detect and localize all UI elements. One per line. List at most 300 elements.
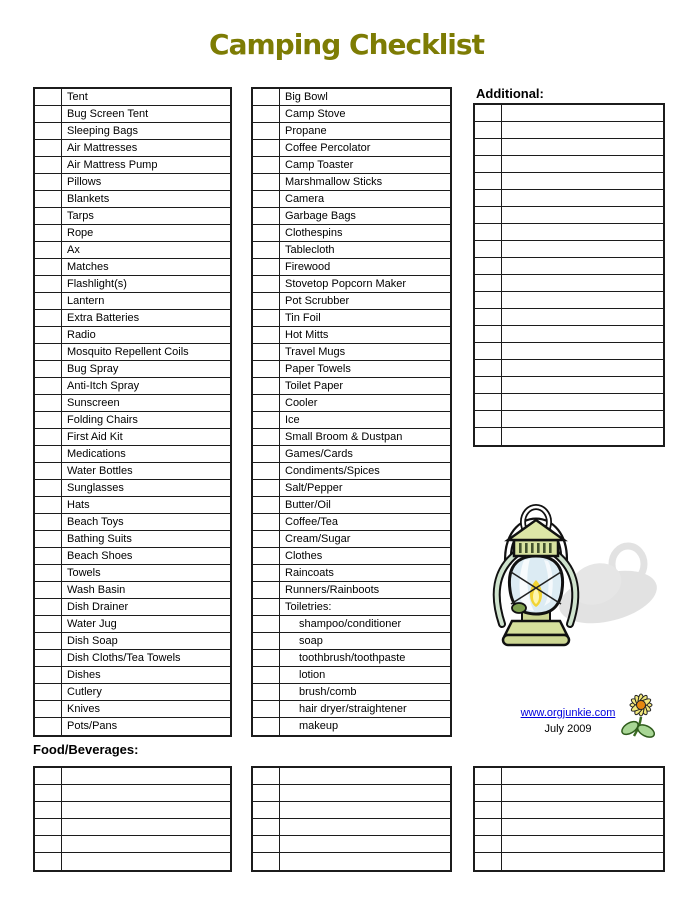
checkbox-cell[interactable] xyxy=(475,122,502,138)
item-label: Air Mattresses xyxy=(67,142,138,154)
checklist-row xyxy=(35,480,230,497)
checklist-row xyxy=(35,718,230,735)
item-label xyxy=(62,819,230,835)
checkbox-cell[interactable] xyxy=(253,378,280,394)
checkbox-cell[interactable] xyxy=(475,819,502,835)
checklist-row xyxy=(35,276,230,293)
checkbox-cell[interactable] xyxy=(253,293,280,309)
food-beverages-heading: Food/Beverages: xyxy=(33,742,139,757)
checklist-row xyxy=(253,633,450,650)
checkbox-cell[interactable] xyxy=(35,548,62,564)
checkbox-cell[interactable] xyxy=(475,139,502,155)
checkbox-cell[interactable] xyxy=(475,768,502,784)
item-label: Raincoats xyxy=(285,567,334,579)
food-table-1 xyxy=(33,766,232,872)
checkbox-cell[interactable] xyxy=(475,326,502,342)
checklist-row xyxy=(475,343,663,360)
checkbox-cell[interactable] xyxy=(475,258,502,274)
checkbox-cell[interactable] xyxy=(35,633,62,649)
checklist-row xyxy=(35,531,230,548)
item-label: Tablecloth xyxy=(285,244,335,256)
item-label: Tent xyxy=(67,91,88,103)
checkbox-cell[interactable] xyxy=(35,819,62,835)
item-label xyxy=(502,224,663,240)
lantern-image xyxy=(478,492,673,657)
item-label: Air Mattress Pump xyxy=(67,159,158,171)
item-label: hair dryer/straightener xyxy=(299,703,407,715)
checklist-row xyxy=(253,582,450,599)
item-label: Garbage Bags xyxy=(285,210,356,222)
checkbox-cell[interactable] xyxy=(253,429,280,445)
item-label: soap xyxy=(299,635,323,647)
checkbox-cell[interactable] xyxy=(35,242,62,258)
checkbox-cell[interactable] xyxy=(35,293,62,309)
item-label: Camera xyxy=(285,193,325,205)
item-label xyxy=(502,139,663,155)
item-label: Matches xyxy=(67,261,109,273)
checklist-row xyxy=(35,123,230,140)
item-label xyxy=(62,853,230,870)
checkbox-cell[interactable] xyxy=(475,105,502,121)
item-label xyxy=(502,802,663,818)
checklist-row xyxy=(253,378,450,395)
checklist-row xyxy=(35,378,230,395)
item-label: Small Broom & Dustpan xyxy=(285,431,403,443)
item-label: Cutlery xyxy=(67,686,102,698)
item-label: Medications xyxy=(67,448,126,460)
checkbox-cell[interactable] xyxy=(253,242,280,258)
item-label: Runners/Rainboots xyxy=(285,584,380,596)
checkbox-cell[interactable] xyxy=(35,582,62,598)
item-label xyxy=(502,836,663,852)
checklist-row xyxy=(35,208,230,225)
item-label xyxy=(502,343,663,359)
checklist-row xyxy=(475,785,663,802)
checkbox-cell[interactable] xyxy=(475,377,502,393)
checkbox-cell[interactable] xyxy=(475,190,502,206)
checkbox-cell[interactable] xyxy=(253,157,280,173)
checkbox-cell[interactable] xyxy=(35,768,62,784)
checkbox-cell[interactable] xyxy=(253,412,280,428)
checklist-row xyxy=(253,310,450,327)
checklist-row xyxy=(253,225,450,242)
item-label: Radio xyxy=(67,329,96,341)
checklist-row xyxy=(35,429,230,446)
item-label: Bug Spray xyxy=(67,363,119,375)
checkbox-cell[interactable] xyxy=(35,463,62,479)
checkbox-cell[interactable] xyxy=(253,191,280,207)
checklist-row xyxy=(35,157,230,174)
orgjunkie-link[interactable]: www.orgjunkie.com xyxy=(520,707,616,719)
checklist-row xyxy=(475,411,663,428)
checkbox-cell[interactable] xyxy=(253,819,280,835)
checkbox-cell[interactable] xyxy=(253,344,280,360)
item-label xyxy=(502,411,663,427)
checklist-row xyxy=(35,412,230,429)
checklist-row xyxy=(253,140,450,157)
item-label: Rope xyxy=(67,227,94,239)
item-label xyxy=(502,156,663,172)
checkbox-cell[interactable] xyxy=(35,480,62,496)
item-label xyxy=(502,394,663,410)
page-title: Camping Checklist xyxy=(209,28,484,61)
checklist-row xyxy=(253,802,450,819)
checklist-row xyxy=(253,259,450,276)
checklist-row xyxy=(35,819,230,836)
checklist-row xyxy=(253,853,450,870)
item-label: Firewood xyxy=(285,261,331,273)
item-label xyxy=(502,819,663,835)
item-label: Beach Shoes xyxy=(67,550,133,562)
item-label: Wash Basin xyxy=(67,584,126,596)
item-label xyxy=(502,105,663,121)
checklist-row xyxy=(253,191,450,208)
checklist-row xyxy=(475,819,663,836)
checklist-row xyxy=(475,802,663,819)
item-label: Salt/Pepper xyxy=(285,482,343,494)
checkbox-cell[interactable] xyxy=(475,802,502,818)
checklist-row xyxy=(35,361,230,378)
checklist-row xyxy=(35,191,230,208)
checkbox-cell[interactable] xyxy=(253,768,280,784)
checkbox-cell[interactable] xyxy=(475,343,502,359)
item-label xyxy=(502,275,663,291)
checklist-row xyxy=(475,105,663,122)
checkbox-cell[interactable] xyxy=(35,836,62,852)
checklist-row xyxy=(253,361,450,378)
checklist-row xyxy=(35,565,230,582)
item-label: Anti-Itch Spray xyxy=(67,380,140,392)
checkbox-cell[interactable] xyxy=(35,140,62,156)
item-label: Dish Cloths/Tea Towels xyxy=(67,652,181,664)
checklist-row xyxy=(35,785,230,802)
checklist-row xyxy=(253,208,450,225)
item-label xyxy=(502,377,663,393)
item-label xyxy=(502,309,663,325)
checkbox-cell[interactable] xyxy=(253,684,280,700)
checklist-row xyxy=(35,327,230,344)
checklist-row xyxy=(253,106,450,123)
item-label: Pots/Pans xyxy=(67,720,118,732)
checkbox-cell[interactable] xyxy=(35,310,62,326)
checkbox-cell[interactable] xyxy=(253,599,280,615)
checklist-row xyxy=(35,310,230,327)
checklist-row xyxy=(253,497,450,514)
checklist-row xyxy=(475,768,663,785)
item-label xyxy=(62,836,230,852)
item-label xyxy=(502,258,663,274)
checkbox-cell[interactable] xyxy=(253,395,280,411)
checklist-row xyxy=(35,497,230,514)
checkbox-cell[interactable] xyxy=(475,853,502,870)
checklist-row xyxy=(253,718,450,735)
item-label xyxy=(62,785,230,801)
checkbox-cell[interactable] xyxy=(253,259,280,275)
checkbox-cell[interactable] xyxy=(253,276,280,292)
checkbox-cell[interactable] xyxy=(475,275,502,291)
checklist-row xyxy=(35,106,230,123)
checkbox-cell[interactable] xyxy=(253,497,280,513)
checklist-row xyxy=(253,548,450,565)
item-label: Clothes xyxy=(285,550,323,562)
checklist-row xyxy=(253,819,450,836)
checkbox-cell[interactable] xyxy=(475,428,502,445)
checklist-row xyxy=(253,768,450,785)
item-label xyxy=(280,853,450,870)
item-label xyxy=(502,190,663,206)
checkbox-cell[interactable] xyxy=(475,156,502,172)
item-label xyxy=(502,768,663,784)
item-label: Pot Scrubber xyxy=(285,295,350,307)
checklist-row xyxy=(35,89,230,106)
checklist-row xyxy=(253,89,450,106)
item-label: Pillows xyxy=(67,176,102,188)
item-label xyxy=(502,241,663,257)
checklist-table-left xyxy=(33,87,232,737)
checkbox-cell[interactable] xyxy=(253,667,280,683)
checkbox-cell[interactable] xyxy=(35,599,62,615)
checklist-row xyxy=(35,616,230,633)
checklist-row xyxy=(253,565,450,582)
checklist-row xyxy=(475,275,663,292)
checkbox-cell[interactable] xyxy=(35,785,62,801)
checkbox-cell[interactable] xyxy=(253,718,280,735)
checkbox-cell[interactable] xyxy=(253,446,280,462)
item-label: toothbrush/toothpaste xyxy=(299,652,406,664)
checklist-row xyxy=(475,394,663,411)
item-label: Cooler xyxy=(285,397,318,409)
checklist-row xyxy=(475,360,663,377)
checkbox-cell[interactable] xyxy=(253,174,280,190)
item-label: Coffee Percolator xyxy=(285,142,371,154)
checkbox-cell[interactable] xyxy=(35,327,62,343)
checkbox-cell[interactable] xyxy=(475,360,502,376)
checklist-row xyxy=(253,650,450,667)
item-label: Stovetop Popcorn Maker xyxy=(285,278,407,290)
checkbox-cell[interactable] xyxy=(35,378,62,394)
checkbox-cell[interactable] xyxy=(253,208,280,224)
item-label: Hot Mitts xyxy=(285,329,329,341)
checkbox-cell[interactable] xyxy=(253,853,280,870)
checkbox-cell[interactable] xyxy=(35,208,62,224)
checklist-row xyxy=(253,514,450,531)
checklist-row xyxy=(253,412,450,429)
checkbox-cell[interactable] xyxy=(475,411,502,427)
checkbox-cell[interactable] xyxy=(253,650,280,666)
checklist-row xyxy=(253,836,450,853)
item-label: Clothespins xyxy=(285,227,343,239)
checkbox-cell[interactable] xyxy=(35,276,62,292)
checkbox-cell[interactable] xyxy=(253,310,280,326)
checklist-row xyxy=(253,327,450,344)
item-label: lotion xyxy=(299,669,326,681)
item-label: Marshmallow Sticks xyxy=(285,176,383,188)
checklist-row xyxy=(475,836,663,853)
food-table-3 xyxy=(473,766,665,872)
checkbox-cell[interactable] xyxy=(35,89,62,105)
checkbox-cell[interactable] xyxy=(35,497,62,513)
checklist-row xyxy=(35,599,230,616)
checklist-row xyxy=(253,157,450,174)
checkbox-cell[interactable] xyxy=(35,565,62,581)
checklist-row xyxy=(35,395,230,412)
flower-icon xyxy=(621,691,659,738)
checkbox-cell[interactable] xyxy=(35,853,62,870)
item-label xyxy=(502,853,663,870)
checkbox-cell[interactable] xyxy=(475,292,502,308)
checkbox-cell[interactable] xyxy=(253,701,280,717)
checklist-row xyxy=(475,190,663,207)
checklist-row xyxy=(35,650,230,667)
checklist-row xyxy=(253,344,450,361)
checkbox-cell[interactable] xyxy=(475,173,502,189)
item-label: Beach Toys xyxy=(67,516,124,528)
item-label: Extra Batteries xyxy=(67,312,140,324)
additional-table xyxy=(473,103,665,447)
checkbox-cell[interactable] xyxy=(35,616,62,632)
checklist-row xyxy=(475,292,663,309)
checklist-row xyxy=(35,667,230,684)
checkbox-cell[interactable] xyxy=(35,412,62,428)
item-label xyxy=(502,292,663,308)
checkbox-cell[interactable] xyxy=(35,174,62,190)
item-label: Bug Screen Tent xyxy=(67,108,149,120)
checklist-row xyxy=(253,276,450,293)
checkbox-cell[interactable] xyxy=(253,225,280,241)
checkbox-cell[interactable] xyxy=(253,106,280,122)
checkbox-cell[interactable] xyxy=(35,361,62,377)
checkbox-cell[interactable] xyxy=(475,241,502,257)
checkbox-cell[interactable] xyxy=(253,463,280,479)
checklist-row xyxy=(253,174,450,191)
item-label: Ax xyxy=(67,244,80,256)
checkbox-cell[interactable] xyxy=(35,531,62,547)
checkbox-cell[interactable] xyxy=(475,224,502,240)
additional-heading: Additional: xyxy=(476,86,544,101)
checkbox-cell[interactable] xyxy=(35,344,62,360)
checkbox-cell[interactable] xyxy=(35,259,62,275)
item-label: Sunscreen xyxy=(67,397,120,409)
checkbox-cell[interactable] xyxy=(35,650,62,666)
checkbox-cell[interactable] xyxy=(35,429,62,445)
checklist-row xyxy=(475,377,663,394)
checkbox-cell[interactable] xyxy=(35,225,62,241)
item-label xyxy=(502,360,663,376)
checkbox-cell[interactable] xyxy=(35,718,62,735)
checkbox-cell[interactable] xyxy=(35,802,62,818)
checkbox-cell[interactable] xyxy=(253,140,280,156)
item-label xyxy=(280,819,450,835)
checklist-row xyxy=(35,684,230,701)
checkbox-cell[interactable] xyxy=(475,785,502,801)
checkbox-cell[interactable] xyxy=(253,123,280,139)
checkbox-cell[interactable] xyxy=(253,616,280,632)
checklist-row xyxy=(253,446,450,463)
checkbox-cell[interactable] xyxy=(253,514,280,530)
item-label: Games/Cards xyxy=(285,448,353,460)
checkbox-cell[interactable] xyxy=(35,191,62,207)
item-label xyxy=(502,122,663,138)
checkbox-cell[interactable] xyxy=(253,802,280,818)
checkbox-cell[interactable] xyxy=(253,582,280,598)
food-table-2 xyxy=(251,766,452,872)
checkbox-cell[interactable] xyxy=(253,785,280,801)
item-label: Camp Toaster xyxy=(285,159,354,171)
item-label xyxy=(280,785,450,801)
checklist-row xyxy=(35,853,230,870)
checkbox-cell[interactable] xyxy=(35,157,62,173)
checkbox-cell[interactable] xyxy=(35,123,62,139)
checklist-row xyxy=(475,156,663,173)
checkbox-cell[interactable] xyxy=(35,514,62,530)
checklist-row xyxy=(475,428,663,445)
item-label: Water Jug xyxy=(67,618,117,630)
item-label: First Aid Kit xyxy=(67,431,123,443)
checkbox-cell[interactable] xyxy=(253,327,280,343)
item-label xyxy=(502,785,663,801)
item-label: Dishes xyxy=(67,669,101,681)
item-label: Big Bowl xyxy=(285,91,328,103)
checklist-row xyxy=(253,395,450,412)
item-label: Bathing Suits xyxy=(67,533,132,545)
checklist-row xyxy=(35,633,230,650)
checkbox-cell[interactable] xyxy=(253,361,280,377)
checklist-row xyxy=(253,429,450,446)
item-label: Propane xyxy=(285,125,327,137)
checklist-row xyxy=(35,802,230,819)
checkbox-cell[interactable] xyxy=(35,446,62,462)
item-label: Cream/Sugar xyxy=(285,533,351,545)
checklist-row xyxy=(475,224,663,241)
checkbox-cell[interactable] xyxy=(253,531,280,547)
checkbox-cell[interactable] xyxy=(475,309,502,325)
checklist-row xyxy=(35,140,230,157)
checklist-row xyxy=(475,241,663,258)
item-label: Toiletries: xyxy=(285,601,332,613)
checkbox-cell[interactable] xyxy=(475,836,502,852)
checklist-row xyxy=(35,242,230,259)
checkbox-cell[interactable] xyxy=(475,394,502,410)
item-label: Sleeping Bags xyxy=(67,125,138,137)
checkbox-cell[interactable] xyxy=(253,548,280,564)
checkbox-cell[interactable] xyxy=(475,207,502,223)
checklist-row xyxy=(475,258,663,275)
checklist-row xyxy=(475,326,663,343)
checklist-row xyxy=(253,123,450,140)
checkbox-cell[interactable] xyxy=(253,836,280,852)
checklist-row xyxy=(35,446,230,463)
checkbox-cell[interactable] xyxy=(35,395,62,411)
item-label: Tarps xyxy=(67,210,94,222)
checklist-row xyxy=(35,225,230,242)
checkbox-cell[interactable] xyxy=(35,106,62,122)
checklist-row xyxy=(475,122,663,139)
checkbox-cell[interactable] xyxy=(35,684,62,700)
checkbox-cell[interactable] xyxy=(253,89,280,105)
checklist-row xyxy=(253,531,450,548)
checkbox-cell[interactable] xyxy=(35,667,62,683)
checklist-row xyxy=(253,480,450,497)
item-label: Coffee/Tea xyxy=(285,516,339,528)
checkbox-cell[interactable] xyxy=(35,701,62,717)
checklist-row xyxy=(253,242,450,259)
checklist-row xyxy=(253,293,450,310)
checkbox-cell[interactable] xyxy=(253,633,280,649)
checkbox-cell[interactable] xyxy=(253,565,280,581)
item-label: makeup xyxy=(299,720,339,732)
checkbox-cell[interactable] xyxy=(253,480,280,496)
item-label xyxy=(280,802,450,818)
